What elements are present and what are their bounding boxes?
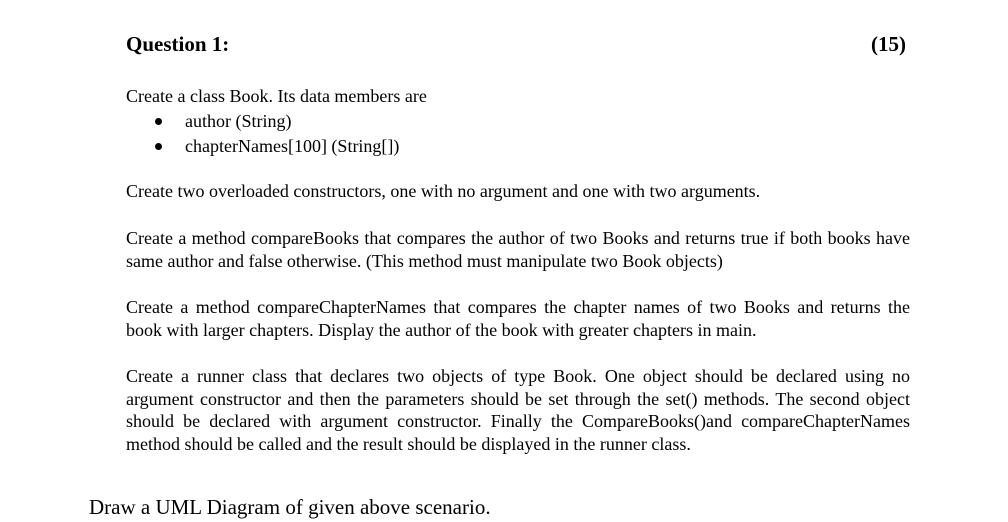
uml-instruction: Draw a UML Diagram of given above scenario. [89, 495, 491, 519]
data-member-author: author (String) [185, 111, 292, 131]
compare-books-paragraph: Create a method compareBooks that compares the author of two Books and returns true if both books have same author and false otherwise. (This method must manipulate two Book objects) [126, 228, 910, 271]
bullet-icon [155, 118, 162, 125]
bullet-icon [155, 143, 162, 150]
intro-paragraph: Create a class Book. Its data members are [126, 86, 427, 106]
compare-chapters-paragraph: Create a method compareChapterNames that compares the chapter names of two Books and returns the book with larger chapters. Display the author of the book with greater chapters in main. [126, 297, 910, 340]
list-item [126, 134, 399, 159]
data-members-list [126, 109, 399, 158]
data-member-chapter-names: chapterNames[100] (String[]) [185, 135, 400, 156]
question-marks: (15) [871, 32, 906, 56]
runner-paragraph: Create a runner class that declares two objects of type Book. One object should be declared using no argument constructor and then the parameters should be set through the set() methods. The second object should be declared with argument constructor. Finally the CompareBooks()and compareChapterNames method should be called and the result should be displayed in the runner class. [126, 366, 910, 454]
constructors-paragraph: Create two overloaded constructors, one with no argument and one with two arguments. [126, 181, 761, 201]
question-header [126, 32, 906, 60]
list-item [126, 109, 399, 134]
question-title: Question 1: [126, 32, 230, 56]
